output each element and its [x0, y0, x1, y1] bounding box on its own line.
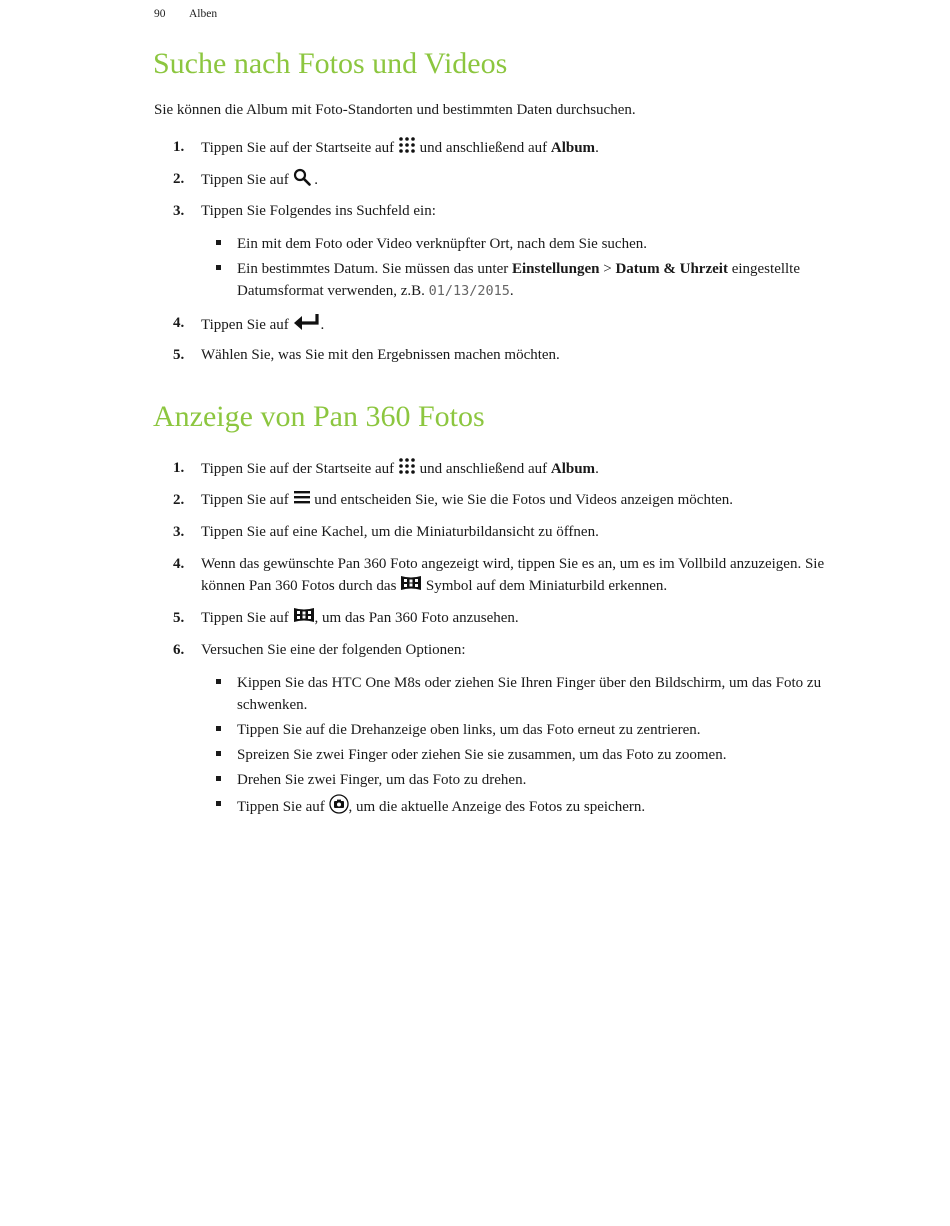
menu-icon	[293, 489, 311, 512]
bullet-marker	[216, 679, 221, 684]
bullet-marker	[216, 726, 221, 731]
section-name: Alben	[189, 8, 218, 20]
running-header	[154, 8, 217, 20]
section-title-pan360: Anzeige von Pan 360 Fotos	[153, 400, 485, 433]
bullet-marker	[216, 776, 221, 781]
page-number: 90	[154, 8, 166, 20]
search-icon	[293, 168, 311, 193]
apps-grid-icon	[398, 457, 416, 482]
camera-icon	[329, 794, 349, 821]
bullet-marker	[216, 751, 221, 756]
pan360-icon	[293, 607, 315, 630]
pan360-icon	[400, 575, 422, 598]
intro-paragraph: Sie können die Album mit Foto-Standorten und bestimmten Daten durchsuchen.	[154, 102, 636, 118]
section-title-search: Suche nach Fotos und Videos	[153, 47, 508, 80]
bullet-marker	[216, 240, 221, 245]
bullet-marker	[216, 265, 221, 270]
apps-grid-icon	[398, 136, 416, 161]
document-page: 90 Alben Suche nach Fotos und Videos Sie können die Album mit Foto-Standorten und bestimmten Daten durchsuchen. 1. Tippen Sie auf der Startseite auf und anschließend auf Album. 2. Tippen Sie auf . 3. Tippen Sie Folgendes ins Suchfeld ein: Ein mit dem Foto oder Video verknüpfter Ort, nach dem Sie suchen. Ein bestimmtes Datum. Sie müssen das unter Einstellungen > Datum & Uhrzeit eingestellte Datumsformat verwenden, z.B. 01/13/2015. 4. Tippen Sie auf . 5. Wählen Sie, was Sie mit den Ergebnissen machen möchten. Anzeige von Pan 360 Fotos 1. Tippen Sie auf der Startseite auf und anschließend auf Album. 2. Tippen Sie auf und entscheiden Sie, wie Sie die Fotos und Videos anzeigen möchten. 3. Tippen Sie auf eine Kachel, um die Miniaturbildansicht zu öffnen. 4. Wenn das gewünschte Pan 360 Foto angezeigt wird, tippen Sie es an, um es im Vollbild anzuzeigen. Sie können Pan 360 Fotos durch das Symbol auf dem Miniaturbild erkennen. 5. Tippen Sie auf , um das Pan 360 Foto anzusehen. 6. Versuchen Sie eine der folgenden Optionen: Kippen Sie das HTC One M8s oder ziehen Sie Ihren Finger über den Bildschirm, um das Foto zu schwenken. Tippen Sie auf die Drehanzeige oben links, um das Foto erneut zu zentrieren. Spreizen Sie zwei Finger oder ziehen Sie sie zusammen, um das Foto zu zoomen. Drehen Sie zwei Finger, um das Foto zu drehen. Tippen Sie auf , um die aktuelle Anzeige des Fotos zu speichern.	[0, 0, 950, 1226]
enter-icon	[293, 312, 321, 339]
bullet-marker	[216, 801, 221, 806]
